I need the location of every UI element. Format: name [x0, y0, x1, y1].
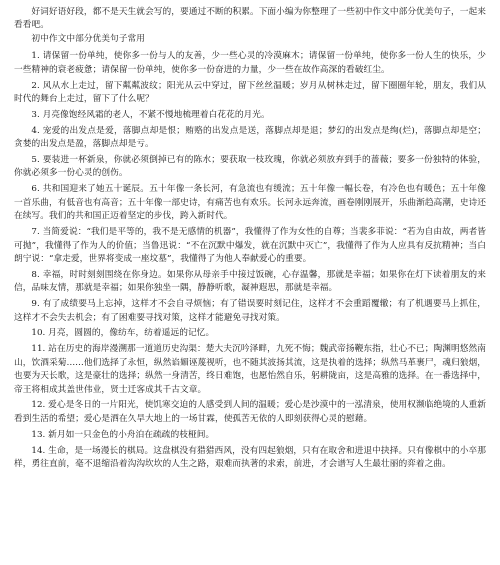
intro-paragraph: 好词好语好段，都不是天生就会写的，要通过不断的积累。下面小编为你整理了一些初中作文中部分优美句子，一起来看看吧。 [14, 7, 486, 31]
sentence-item: 3. 月亮像饱经风霜的老人，不紧不慢地梳理着白花花的月光。 [31, 109, 270, 120]
sentence-item: 14. 生命，是一场漫长的棋局。这盘棋没有猎猎西风，没有四起狼烟，只有在取舍和进退中抉择。只有像棋中的小卒那样，勇往直前，毫不退缩沿着沟沟坎坎的人生之路，艰难而执著的求索，前进，才会谱写人生最壮丽的弈着之曲。 [14, 445, 486, 470]
sentence-item: 8. 幸福，时时刻刻围绕在你身边。如果你从母亲手中接过饭碗，心存温馨，那就是幸福；如果你在灯下读着朋友的来信，品味友情，那就是幸福；如果你独坐一隅，静静听歌，凝神遐思，那就是幸福。 [14, 269, 486, 294]
sentence-item: 2. 风从水上走过，留下粼粼波纹；阳光从云中穿过，留下丝丝温暖；岁月从树林走过，留下圈圈年轮，朋友，我们从时代的舞台上走过，留下了什么呢？ [14, 80, 486, 104]
section-title: 初中作文中部分优美句子常用 [31, 33, 145, 44]
sentence-item: 7. 当简爱说：“我们是平等的，我不是无感情的机器”，我懂得了作为女性的自尊；当裴多菲说：“若为自由故，两者皆可抛”，我懂得了作为人的价值；当鲁迅说：“不在沉默中爆发，就在沉默中灭亡”，我懂得了作为人应具有反抗精神；当白朗宁说：“拿走爱，世界将变成一座坟墓”，我懂得了为他人奉献爱心的重要。 [14, 227, 486, 264]
sentence-item: 12. 爱心是冬日的一片阳光，使饥寒交迫的人感受到人间的温暖；爱心是沙漠中的一泓清泉，使用权濒临绝境的人重新看到生活的希望；爱心是洒在久旱大地上的一场甘霖，使孤苦无依的人即刻获得心灵的慰藉。 [14, 400, 486, 424]
sentence-item: 13. 新月如一只金色的小舟泊在疏疏的枝桠间。 [31, 429, 215, 440]
sentence-item: 4. 宠爱的出发点是爱，落脚点却是恨；贿赂的出发点是送，落脚点却是退；梦幻的出发点是绚(烂)，落脚点却是空；贪婪的出发点是盈，落脚点却是亏。 [14, 125, 486, 150]
sentence-item: 9. 有了成绩要马上忘掉，这样才不会自寻烦恼；有了错误要时刻记住，这样才不会重蹈覆辙；有了机遇要马上抓住，这样才不会失去机会；有了困难要寻找对策，这样才能避免寻找对策。 [14, 299, 486, 323]
sentence-item: 11. 站在历史的海岸漫溯那一道道历史沟渠：楚大夫沉吟泽畔，九死不悔；魏武帝扬鞭东指，壮心不已；陶渊明悠然南山，饮酒采菊……他们选择了永恒，纵然谄媚诬蔑视听，也不随其波扬其流，这是执着的选择；纵然马革裹尸，魂归狼烟，也要为天长歌，这是豪壮的选择；纵然一身清苦，终日难饱，也愿怡然自乐，躬耕陇亩，这是高雅的选择。在一番选择中，帝王将相成其盖世伟业，贤士迁客成其千古文章。 [14, 344, 486, 395]
sentence-item: 5. 要装进一杯新泉，你就必须倒掉已有的陈水；要获取一枝玫瑰，你就必须放弃到手的蔷薇；要多一份独特的体验，你就必须多一份心灵的创伤。 [14, 155, 486, 179]
sentence-item: 6. 共和国迎来了她五十诞辰。五十年像一条长河，有急流也有缓流；五十年像一幅长卷，有冷色也有暖色；五十年像一首乐曲，有低音也有高音；五十年像一部史诗，有痛苦也有欢乐。长河永远奔流，画卷刚刚展开，乐曲渐趋高潮，史诗还在续写。我们的共和国正迈着坚定的步伐，跨入新时代。 [14, 184, 486, 222]
sentence-item: 1. 请保留一份单纯，使你多一份与人的友善，少一些心灵的冷漠麻木；请保留一份单纯，使你多一份人生的快乐，少一些精神的衰老疲惫；请保留一份单纯，使你多一份奋进的力量，少一些在故作高深的看破红尘。 [14, 51, 486, 75]
sentence-item: 10. 月亮，圆圆的，像纺车，纺着遥远的记忆。 [31, 328, 215, 339]
